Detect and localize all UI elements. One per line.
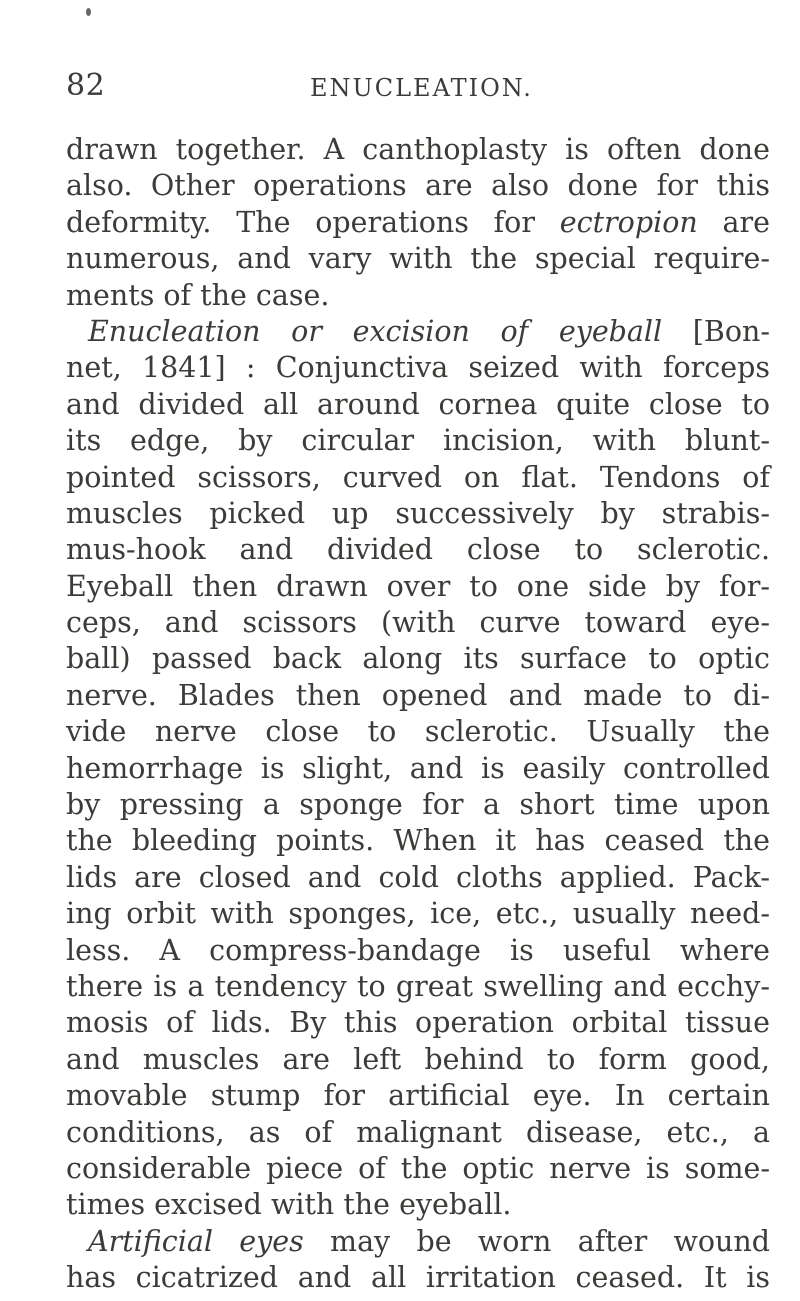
text-run: deformity. The operations for: [66, 205, 560, 239]
text-line: [66, 1224, 770, 1260]
text-line: Eyeball then drawn over to one side by for-: [66, 569, 770, 603]
ink-speck: [86, 8, 91, 16]
text-line: numerous, and vary with the special require-: [66, 242, 770, 276]
italic-heading: Enucleation or excision of eyeball: [88, 314, 663, 348]
italic-term: ectropion: [559, 205, 698, 239]
text-run: [Bon-: [662, 314, 771, 348]
text-line: movable stump for artificial eye. In certain: [66, 1079, 770, 1113]
text-line: [66, 205, 770, 241]
page-header: [66, 66, 756, 106]
running-head: ENUCLEATION.: [310, 74, 533, 102]
text-line: considerable piece of the optic nerve is some-: [66, 1151, 770, 1185]
text-line: ball) passed back along its surface to optic: [66, 642, 770, 676]
text-line: pointed scissors, curved on flat. Tendons of: [66, 460, 770, 494]
text-line: vide nerve close to sclerotic. Usually the: [66, 715, 770, 749]
text-line: lids are closed and cold cloths applied. Pack-: [66, 860, 770, 894]
text-line: and muscles are left behind to form good,: [66, 1042, 770, 1076]
text-line: less. A compress-bandage is useful where: [66, 933, 770, 967]
text-line: the bleeding points. When it has ceased the: [66, 824, 770, 858]
text-line: times excised with the eyeball.: [66, 1188, 512, 1222]
text-line: nerve. Blades then opened and made to di-: [66, 678, 770, 712]
text-line: mosis of lids. By this operation orbital tissue: [66, 1006, 770, 1040]
text-line: hemorrhage is slight, and is easily controlled: [66, 751, 770, 785]
text-line: mus-hook and divided close to sclerotic.: [66, 533, 770, 567]
text-line: muscles picked up successively by strabis-: [66, 496, 770, 530]
text-line: there is a tendency to great swelling and ecchy-: [66, 969, 770, 1003]
text-run: are: [697, 205, 770, 239]
italic-heading: Artificial eyes: [88, 1224, 304, 1258]
text-run: may be worn after wound: [303, 1224, 771, 1258]
text-line: [66, 314, 770, 350]
text-line: conditions, as of malignant disease, etc., a: [66, 1115, 770, 1149]
page-number: 82: [66, 68, 106, 103]
text-line: and divided all around cornea quite close to: [66, 387, 770, 421]
text-line: ceps, and scissors (with curve toward eye-: [66, 606, 770, 640]
text-line: its edge, by circular incision, with blunt-: [66, 424, 770, 458]
text-line: has cicatrized and all irritation ceased. It is: [66, 1261, 770, 1295]
text-line: drawn together. A canthoplasty is often done: [66, 133, 770, 166]
body-text: [66, 132, 770, 1297]
text-line: also. Other operations are also done for this: [66, 169, 770, 203]
text-line: net, 1841] : Conjunctiva seized with forceps: [66, 351, 770, 385]
text-line: ing orbit with sponges, ice, etc., usually need-: [66, 897, 770, 931]
text-line: ments of the case.: [66, 278, 330, 312]
text-line: by pressing a sponge for a short time upon: [66, 788, 770, 822]
